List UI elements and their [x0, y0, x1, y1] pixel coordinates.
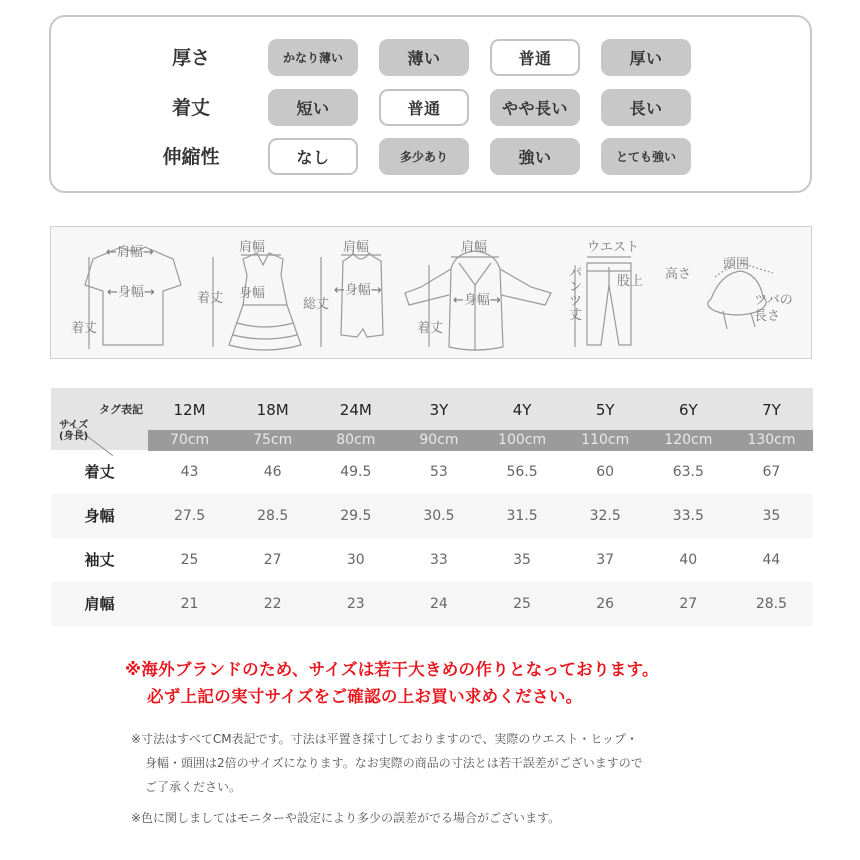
- note-line-2: 身幅・頭囲は2倍のサイズになります。なお実際の商品の寸法とは若干誤差がございますので: [145, 756, 643, 770]
- tag-cell: 24M: [339, 401, 372, 419]
- table-cell: 27.5: [173, 508, 206, 524]
- table-header: [51, 388, 813, 450]
- romper-icon: [321, 253, 383, 347]
- warning-line-1: ※海外ブランドのため、サイズは若干大きめの作りとなっております。: [125, 660, 659, 679]
- table-row: [51, 450, 813, 494]
- height-cell: 90cm: [419, 432, 459, 448]
- row-label: 袖丈: [84, 551, 115, 569]
- note-line-4: ※色に関しましてはモニターや設定により多少の誤差がでる場合がございます。: [131, 811, 561, 825]
- table-cell: 31.5: [506, 508, 538, 524]
- shoulder-label: 肩幅: [461, 240, 488, 255]
- table-cell: 46: [263, 464, 282, 480]
- head-circumference-label: 頭囲: [723, 257, 750, 272]
- table-cell: 28.5: [755, 596, 788, 612]
- table-cell: 24: [430, 596, 448, 612]
- attribute-label: 伸縮性: [162, 146, 220, 168]
- height-cell: 130cm: [747, 432, 796, 448]
- table-cell: 35: [513, 552, 531, 568]
- length-label: 着丈: [417, 321, 444, 336]
- dress-icon: [213, 253, 301, 350]
- chip-option: 薄い: [379, 39, 469, 76]
- height-cell: 120cm: [664, 432, 713, 448]
- table-cell: 67: [762, 464, 781, 480]
- length-label: 着丈: [71, 321, 98, 336]
- table-corner: [51, 388, 148, 450]
- note-line-1: ※寸法はすべてCM表記です。寸法は平置き採寸しておりますので、実際のウエスト・ヒップ・: [131, 732, 638, 746]
- attribute-panel: [49, 15, 812, 193]
- total-length-label: 総丈: [303, 297, 330, 312]
- table-cell: 32.5: [589, 508, 621, 524]
- height-cell: 100cm: [498, 432, 547, 448]
- chip-option: 長い: [601, 89, 691, 126]
- warning-line-2: 必ず上記の実寸サイズをご確認の上お買い求めください。: [147, 687, 583, 706]
- height-cell: 80cm: [336, 432, 376, 448]
- attribute-label: 厚さ: [171, 47, 210, 69]
- table-row: [51, 494, 813, 538]
- shoulder-label: 肩幅: [239, 240, 266, 255]
- table-row: [51, 538, 813, 582]
- note-line-3: ご了承ください。: [145, 780, 242, 794]
- table-cell: 27: [263, 552, 282, 568]
- table-row: [51, 582, 813, 626]
- tag-cell: 4Y: [512, 401, 532, 419]
- tag-header-label: タグ表記: [99, 403, 143, 416]
- table-cell: 40: [679, 552, 698, 568]
- chip-option: とても強い: [601, 138, 691, 175]
- shoulder-label: ←肩幅→: [106, 245, 154, 260]
- measurement-note: [131, 727, 751, 799]
- tag-cell: 7Y: [762, 401, 781, 419]
- rise-label: 股上: [617, 274, 644, 289]
- brim-label: ツバの: [754, 293, 793, 308]
- table-cell: 33: [430, 552, 448, 568]
- table-cell: 25: [180, 552, 199, 568]
- height-cell: 110cm: [581, 432, 630, 448]
- chip-option: 短い: [268, 89, 358, 126]
- body-width-label: 身幅: [239, 286, 266, 301]
- chip-option: 厚い: [601, 39, 691, 76]
- table-cell: 27: [679, 596, 698, 612]
- row-label: 肩幅: [84, 595, 115, 613]
- table-cell: 21: [180, 596, 199, 612]
- size-table: [51, 388, 813, 626]
- table-cell: 56.5: [506, 464, 538, 480]
- pants-length-label: パンツ丈: [569, 266, 583, 323]
- attribute-label: 着丈: [171, 97, 210, 119]
- table-cell: 33.5: [672, 508, 704, 524]
- row-label: 身幅: [84, 507, 115, 525]
- size-header-line1: サイズ: [59, 420, 89, 431]
- shoulder-label: 肩幅: [343, 240, 370, 255]
- table-cell: 30: [346, 552, 365, 568]
- hat-height-label: 高さ: [665, 267, 692, 282]
- measurement-diagram-panel: [50, 226, 812, 359]
- table-cell: 23: [346, 596, 365, 612]
- tag-cell: 18M: [256, 401, 289, 419]
- body-width-label: ←身幅→: [453, 293, 501, 308]
- tag-cell: 5Y: [595, 401, 615, 419]
- row-label: 着丈: [84, 463, 115, 481]
- attribute-row-thickness: [51, 39, 810, 77]
- table-cell: 53: [430, 464, 448, 480]
- table-cell: 49.5: [340, 464, 372, 480]
- tag-cell: 3Y: [429, 401, 449, 419]
- length-label: 着丈: [197, 291, 224, 306]
- chip-option: 強い: [490, 138, 580, 175]
- table-cell: 30.5: [423, 508, 455, 524]
- table-cell: 44: [762, 552, 781, 568]
- brim-label-2: 長さ: [754, 309, 781, 324]
- height-cell: 75cm: [253, 432, 293, 448]
- height-cell: 70cm: [169, 432, 210, 448]
- table-cell: 37: [596, 552, 615, 568]
- chip-option: 多少あり: [379, 138, 469, 175]
- height-row: [148, 430, 813, 451]
- table-cell: 29.5: [340, 508, 372, 524]
- chip-option: やや長い: [490, 89, 580, 126]
- body-width-label: ←身幅→: [107, 285, 155, 300]
- tag-cell: 12M: [173, 401, 206, 419]
- table-cell: 63.5: [672, 464, 704, 480]
- table-cell: 35: [762, 508, 781, 524]
- chip-option: かなり薄い: [268, 39, 358, 76]
- table-cell: 25: [513, 596, 531, 612]
- table-cell: 60: [596, 464, 615, 480]
- table-cell: 22: [263, 596, 282, 612]
- attribute-row-length: [51, 89, 810, 127]
- size-header-line2: (身長): [59, 431, 89, 442]
- tag-cell: 6Y: [678, 401, 698, 419]
- waist-label: ウエスト: [587, 240, 640, 255]
- table-cell: 28.5: [257, 508, 289, 524]
- body-width-label: ←身幅→: [334, 283, 382, 298]
- chip-option-selected: 普通: [379, 89, 469, 126]
- table-cell: 43: [180, 464, 199, 480]
- tag-row: [148, 388, 813, 430]
- color-note: [131, 808, 751, 828]
- size-header-label: [59, 420, 88, 442]
- size-warning-note: [125, 656, 745, 710]
- chip-option-selected: 普通: [490, 39, 580, 76]
- chip-option-selected: なし: [268, 138, 358, 175]
- table-cell: 26: [596, 596, 615, 612]
- attribute-row-stretch: [51, 138, 810, 176]
